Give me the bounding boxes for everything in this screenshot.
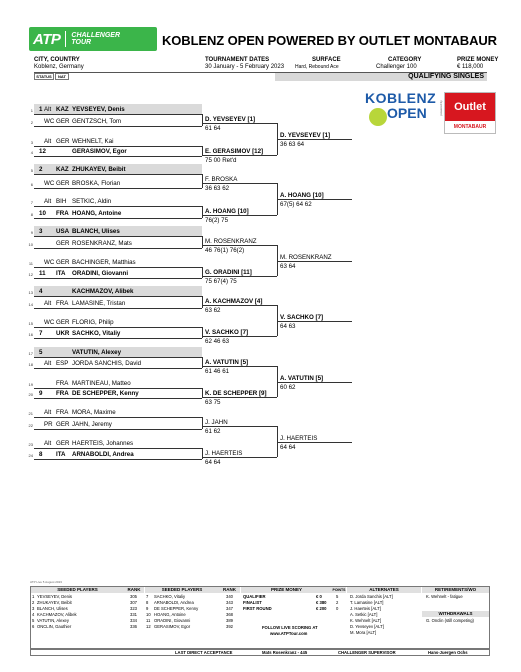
qualifier-score: 67(5) 64 62 [280,201,312,208]
bracket-line [34,368,202,369]
alternate-name: J. Haerteis [ALT] [350,606,381,611]
player-seed: 12 [39,148,46,155]
seed-rank: 392 [226,624,233,629]
draw-position: 4 [30,150,33,155]
draw-position: 5 [30,168,33,173]
player-name[interactable]: MORA, Maxime [72,409,116,416]
round2-score: 61 46 61 [205,368,230,375]
player-name[interactable]: HOANG, Antoine [72,210,122,217]
round2-score: 76(2) 75 [205,217,229,224]
round2-winner[interactable]: A. KACHMAZOV [4] [205,298,263,305]
player-nat: KAZ [56,106,69,113]
qualifier-score: 63 64 [280,262,296,270]
round2-winner[interactable]: D. YEVSEYEV [1] [205,116,256,123]
logo-sub-2: TOUR [71,39,92,46]
seed-name: ARNABOLDI, Andrea [154,600,194,605]
draw-position: 2 [30,120,33,125]
player-nat: FRA [56,300,69,307]
player-status: PR [44,421,53,428]
round2-winner[interactable]: A. VATUTIN [5] [205,359,249,366]
player-seed: 2 [39,166,43,173]
player-name[interactable]: SETKIC, Aldin [72,198,112,205]
bracket-line [277,139,352,140]
seed-number: 7 [146,594,149,599]
alternate-name: K. Wehnelt [ALT] [350,618,382,623]
category-label: CATEGORY [388,57,422,63]
player-name[interactable]: BLANCH, Ulises [72,228,120,235]
round2-score: 64 64 [205,459,221,466]
qualifier-score: 36 63 64 [280,141,305,148]
player-nat: GER [56,138,70,145]
round2-winner[interactable]: M. ROSENKRANZ [205,238,257,245]
player-status: Alt [44,360,52,367]
surface-value: Hard, Rebound Ace [295,64,339,70]
seed-name: BLANCH, Ulises [37,606,68,611]
player-name[interactable]: LAMASINE, Tristan [72,300,126,307]
player-status: WC [44,259,55,266]
bracket-line [202,336,277,337]
draw-position: 3 [30,140,33,145]
bracket-connector [202,296,203,308]
draw-position: 6 [30,182,33,187]
bracket-line [202,457,277,458]
round2-winner[interactable]: J. HAERTEIS [205,450,243,457]
player-status: WC [44,319,55,326]
round2-winner[interactable]: K. DE SCHEPPER [9] [205,390,267,397]
player-name[interactable]: HAERTEIS, Johannes [72,440,134,447]
player-seed: 3 [39,228,43,235]
seed-rank: 305 [130,594,137,599]
print-note: ATP Live 5 August 2023 [30,580,62,584]
round2-winner[interactable]: A. HOANG [10] [205,208,249,215]
bracket-line [34,338,202,339]
bracket-line [34,448,202,449]
bracket-line [34,267,202,268]
bracket-line [34,114,202,115]
bracket-line [34,357,202,358]
seed-number: 12 [146,624,151,629]
seed-name: ORADINI, Giovanni [154,618,191,623]
player-nat: GER [56,421,70,428]
draw-position: 13 [28,290,33,295]
alternates-head: ALTERNATES [347,587,421,593]
round2-winner[interactable]: E. GERASIMOV [12] [205,148,264,155]
bracket-line [277,321,352,322]
player-status: Alt [44,198,52,205]
tennis-ball-icon [369,108,387,126]
bracket-line [34,459,202,460]
player-name[interactable]: KACHMAZOV, Alibek [72,288,134,295]
qualifier-score: 64 63 [280,322,296,330]
player-name[interactable]: FLORIG, Philip [72,319,114,326]
draw-position: 15 [28,321,33,326]
bracket-connector [202,174,203,188]
outlet-montabaur-logo: Outlet MONTABAUR [444,92,496,134]
player-nat: FRA [56,409,69,416]
last-direct-label: LAST DIRECT ACCEPTANCE [175,650,233,655]
atp-challenger-logo [29,27,157,51]
seed-rank: 340 [226,594,233,599]
round2-winner[interactable]: J. JAHN [205,419,228,426]
city-value: Koblenz, Germany [34,64,84,70]
prize-points: 2 [336,600,339,605]
prize-points: 5 [336,594,339,599]
seed-name: HOANG, Antoine [154,612,186,617]
follow-text: FOLLOW LIVE SCORING AT [262,625,318,630]
bracket-line [34,296,202,297]
prize-round: FIRST ROUND [243,606,272,611]
bracket-line [202,426,277,427]
prize-round: QUALIFIER [243,594,266,599]
round2-score: 63 62 [205,307,221,314]
seed-number: 2 [32,600,35,605]
player-status: Alt [44,106,52,113]
retire-head: RETIREMENTS/WO [422,587,489,593]
prize-label: PRIZE MONEY [457,57,499,63]
alternate-name: D. Jorda Sanchis [ALT] [350,594,393,599]
bracket-line [34,146,202,147]
bracket-line [202,276,277,277]
draw-position: 16 [28,332,33,337]
seed-rank: 368 [226,612,233,617]
player-nat: GER [56,240,70,247]
alternate-name: T. Lamasine [ALT] [350,600,384,605]
dates-label: TOURNAMENT DATES [205,57,270,63]
seed-rank: 343 [226,600,233,605]
seed-name: ZHUKAYEV, Beibit [37,600,72,605]
bracket-connector [202,236,203,248]
bracket-line [34,327,202,328]
supervisor-value: Hans-Juergen Ochs [428,650,468,655]
draw-position: 8 [30,212,33,217]
retirements-value: K. Wehnelt - fatigue [426,594,463,599]
round2-winner[interactable]: F. BROSKA [205,176,238,183]
player-nat: BIH [56,198,67,205]
player-name[interactable]: JAHN, Jeremy [72,421,112,428]
bracket-connector [202,417,203,429]
bracket-connector [202,206,203,218]
round2-winner[interactable]: G. ORADINI [11] [205,269,252,276]
player-nat: GER [56,319,70,326]
seed-name: YEVSEYEV, Denis [37,594,72,599]
round2-winner[interactable]: V. SACHKO [7] [205,329,249,336]
player-seed: 8 [39,451,43,458]
draw-position: 7 [30,200,33,205]
logo-sub-1: CHALLENGER [71,32,121,39]
player-name[interactable]: GERASIMOV, Egor [72,148,127,155]
bracket-line [277,382,352,383]
nat-label: NAT [55,73,69,80]
bracket-line [34,429,202,430]
player-nat: GER [56,118,70,125]
bracket-line [202,123,277,124]
player-name[interactable]: BROSKA, Florian [72,180,121,187]
bracket-line [34,206,202,207]
seeded-head-2: SEEDED PLAYERS [145,587,219,593]
seed-rank: 331 [130,612,137,617]
player-nat: ITA [56,270,66,277]
seed-number: 3 [32,606,35,611]
bracket-line [34,398,202,399]
player-name[interactable]: BACHINGER, Matthias [72,259,136,266]
prize-money: € 200 [316,606,327,611]
seed-number: 6 [32,624,35,629]
seed-name: SACHKO, Vitaliy [154,594,186,599]
bracket-line [277,199,352,200]
player-nat: GER [56,180,70,187]
alternate-name: D. Yevseyev [ALT] [350,624,384,629]
player-seed: 7 [39,330,43,337]
qualifier-name[interactable]: J. HAERTEIS [280,434,318,442]
bracket-connector [202,114,203,126]
bracket-line [34,174,202,175]
draw-position: 10 [28,242,33,247]
seeded-head-1: SEEDED PLAYERS [31,587,124,593]
draw-position: 18 [28,362,33,367]
surface-label: SURFACE [312,57,341,63]
player-status: WC [44,180,55,187]
bracket-line [34,278,202,279]
draw-position: 1 [30,108,33,113]
player-nat: KAZ [56,166,69,173]
prize-money: € 0 [316,594,322,599]
seed-name: VATUTIN, Alexey [37,618,69,623]
koblenz-open-logo: KOBLENZ OPEN [365,91,431,139]
bracket-line [202,397,277,398]
player-name[interactable]: ARNABOLDI, Andrea [72,451,134,458]
rank-head-1: RANK [124,587,144,593]
prize-points: 0 [336,606,339,611]
player-nat: ESP [56,360,69,367]
player-seed: 5 [39,349,43,356]
seed-number: 10 [146,612,151,617]
player-name[interactable]: ZHUKAYEV, Beibit [72,166,126,173]
draw-position: 12 [28,272,33,277]
seed-name: GERASIMOV, Egor [154,624,191,629]
player-seed: 4 [39,288,43,295]
draw-position: 23 [28,442,33,447]
player-name[interactable]: GENTZSCH, Tom [72,118,122,125]
player-seed: 10 [39,210,46,217]
round2-score: 61 62 [205,428,221,435]
player-seed: 1 [39,106,43,113]
bracket-line [34,126,202,127]
round2-score: 62 46 63 [205,338,230,345]
points-head: POINTS [332,588,346,592]
supervisor-label: CHALLENGER SUPERVISOR [338,650,396,655]
player-nat: USA [56,228,70,235]
bracket-line [34,417,202,418]
qualifier-name[interactable]: M. ROSENKRANZ [280,253,332,261]
category-value: Challenger 100 [376,64,417,70]
player-nat: GER [56,259,70,266]
round2-score: 63 75 [205,399,221,406]
dates-value: 30 January - 5 February 2023 [205,64,285,70]
bracket-line [34,218,202,219]
round2-score: 75 67(4) 75 [205,278,237,285]
city-label: CITY, COUNTRY [34,57,80,63]
player-name[interactable]: YEVSEYEV, Denis [72,106,125,113]
player-nat: ITA [56,451,66,458]
draw-position: 9 [30,230,33,235]
player-nat: GER [56,440,70,447]
bracket-line [34,388,202,389]
seed-name: ONCLIN, Gauthier [37,624,72,629]
player-seed: 9 [39,390,43,397]
player-name[interactable]: ORADINI, Giovanni [72,270,129,277]
logo-text: ATP [33,30,61,48]
round2-score: 61 64 [205,125,221,132]
bracket-line [34,156,202,157]
bracket-line [202,245,277,246]
bracket-line [34,236,202,237]
qualifier-score: 60 62 [280,383,296,391]
bracket-line [202,155,277,156]
qualifier-name[interactable]: D. YEVSEYEV [1] [280,132,331,139]
alternate-name: A. Setkic [ALT] [350,612,378,617]
alternate-name: M. Mora [ALT] [350,630,377,635]
page-title: KOBLENZ OPEN POWERED BY OUTLET MONTABAUR [162,33,497,48]
last-direct-value: Mats Rosenkranz - 445 [262,650,308,655]
player-status: WC [44,118,55,125]
player-status: Alt [44,440,52,447]
prize-head: PRIZE MONEY [241,587,332,593]
player-nat: FRA [56,210,69,217]
qualifier-name[interactable]: A. VATUTIN [5] [280,374,324,382]
player-nat: FRA [56,380,69,387]
seed-rank: 336 [130,624,137,629]
seed-number: 9 [146,606,149,611]
qualifier-score: 64 64 [280,443,296,451]
round2-score: 46 76(1) 76(2) [205,247,245,254]
qualifier-name[interactable]: V. SACHKO [7] [280,313,324,321]
bracket-line [202,366,277,367]
draw-position: 14 [28,302,33,307]
seed-name: DE SCHEPPER, Kenny [154,606,199,611]
draw-position: 11 [28,261,33,266]
seed-number: 8 [146,600,149,605]
player-name[interactable]: WEHNELT, Kai [72,138,114,145]
player-status: Alt [44,409,52,416]
player-name[interactable]: SACHKO, Vitaliy [72,330,121,337]
draw-position: 19 [28,382,33,387]
seed-name: KACHMAZOV, Alibek [37,612,77,617]
player-status: Alt [44,138,52,145]
seed-rank: 347 [226,606,233,611]
round2-score: 75 00 Ret'd [205,157,237,164]
player-name[interactable]: JORDA SANCHIS, David [72,360,142,367]
player-name[interactable]: VATUTIN, Alexey [72,349,122,356]
seed-rank: 334 [130,618,137,623]
bracket-line [34,188,202,189]
withdrawals-head: WITHDRAWALS [422,611,489,617]
seed-rank: 307 [130,600,137,605]
bracket-line [202,215,277,216]
player-status: Alt [44,300,52,307]
seed-number: 11 [146,618,151,623]
bracket-line [202,305,277,306]
prize-value: € 118,000 [457,64,484,70]
withdrawals-value: G. Onclin (still competing) [426,618,474,623]
seed-rank: 389 [226,618,233,623]
rank-head-2: RANK [219,587,240,593]
bracket-line [34,248,202,249]
player-nat: FRA [56,390,69,397]
draw-label: QUALIFYING SINGLES [275,73,487,81]
draw-position: 24 [28,453,33,458]
status-label: STATUS [34,73,54,80]
qualifier-name[interactable]: A. HOANG [10] [280,192,324,199]
seed-number: 4 [32,612,35,617]
bracket-line [277,442,352,443]
draw-position: 21 [28,411,33,416]
draw-position: 17 [28,351,33,356]
player-seed: 11 [39,270,46,277]
draw-position: 20 [28,392,33,397]
atptour-link[interactable]: www.ATPTour.com [270,631,308,636]
player-name[interactable]: MARTINEAU, Matteo [72,380,131,387]
player-name[interactable]: DE SCHEPPER, Kenny [72,390,139,397]
player-nat: UKR [56,330,70,337]
bracket-line [277,261,352,262]
seed-number: 5 [32,618,35,623]
player-name[interactable]: ROSENKRANZ, Mats [72,240,132,247]
bracket-line [34,308,202,309]
seed-number: 1 [32,594,35,599]
round2-score: 36 63 62 [205,185,230,192]
prize-round: FINALIST [243,600,262,605]
draw-position: 22 [28,423,33,428]
prize-money: € 380 [316,600,327,605]
seed-rank: 323 [130,606,137,611]
powered-by-text: powered by [438,100,443,116]
bracket-line [202,183,277,184]
